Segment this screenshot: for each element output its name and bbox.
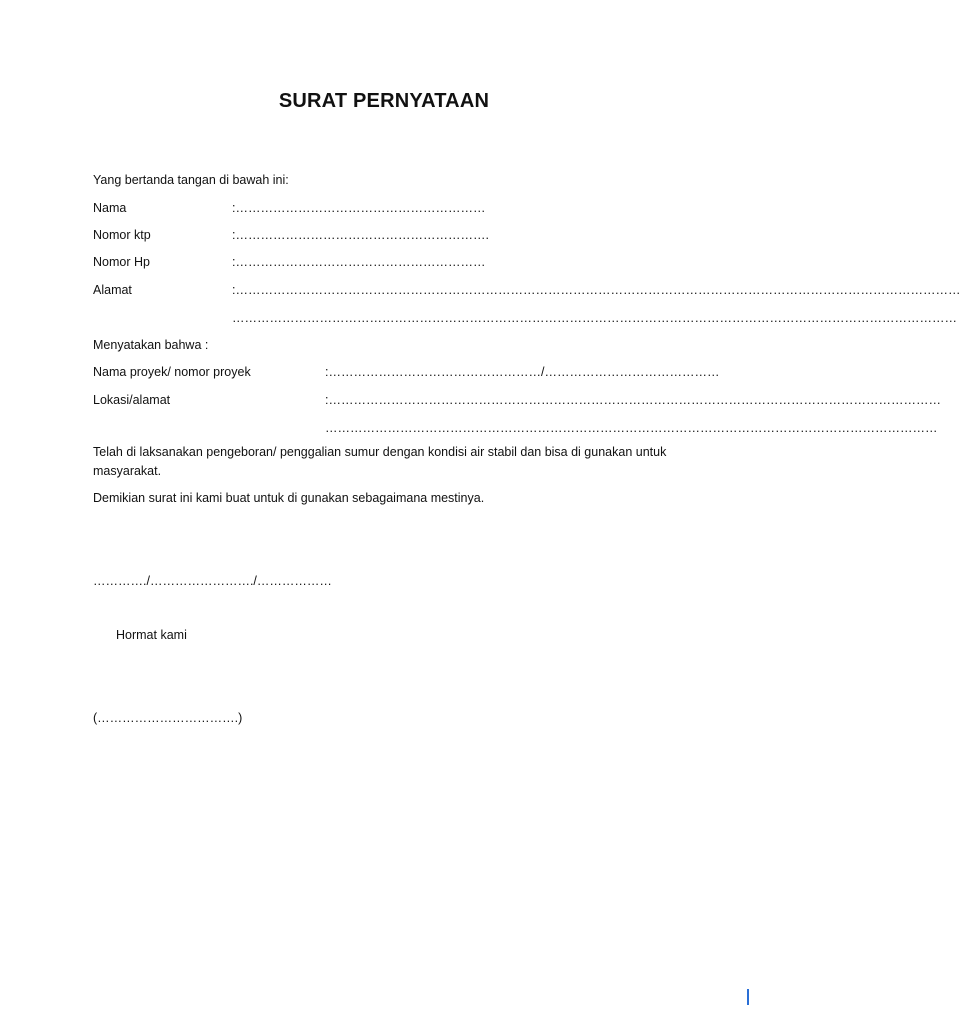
- page-edge-marker: [747, 989, 749, 1005]
- field-label-lokasi: Lokasi/alamat: [93, 393, 171, 407]
- field-blank-nomor-hp: :……………………………………………………: [232, 255, 486, 269]
- lokasi-continuation-blank: …………………………………………………………………………………………………………………………………: [325, 421, 938, 435]
- field-label-nama: Nama: [93, 201, 127, 215]
- document-title: SURAT PERNYATAAN: [278, 90, 490, 112]
- field-label-nomor-ktp: Nomor ktp: [93, 228, 151, 242]
- field-label-nomor-hp: Nomor Hp: [93, 255, 150, 269]
- body-paragraph: Telah di laksanakan pengeboran/ penggalian sumur dengan kondisi air stabil dan bisa di gunakan untuk masyarakat.: [93, 445, 667, 478]
- date-line: …………./……………………./………………: [93, 574, 332, 588]
- field-label-nama-proyek: Nama proyek/ nomor proyek: [93, 365, 251, 379]
- closing-paragraph: Demikian surat ini kami buat untuk di gunakan sebagaimana mestinya.: [93, 491, 485, 505]
- field-blank-nama: :……………………………………………………: [232, 201, 486, 215]
- signature-line: (…………………………….): [93, 711, 243, 725]
- field-blank-alamat: :…………………………………………………………………………………………………………………………………………………………: [232, 283, 960, 297]
- statement-heading: Menyatakan bahwa :: [93, 338, 209, 352]
- intro-text: Yang bertanda tangan di bawah ini:: [93, 173, 289, 187]
- field-label-alamat: Alamat: [93, 283, 132, 297]
- field-blank-lokasi: :…………………………………………………………………………………………………………………………………: [325, 393, 941, 407]
- alamat-continuation-blank: …………………………………………………………………………………………………………………………………………………………: [232, 311, 957, 325]
- regards-text: Hormat kami: [116, 628, 187, 642]
- field-blank-nomor-ktp: :…………………………………………………….: [232, 228, 489, 242]
- field-blank-nama-proyek: :……………………………………………/……………………………………: [325, 365, 720, 379]
